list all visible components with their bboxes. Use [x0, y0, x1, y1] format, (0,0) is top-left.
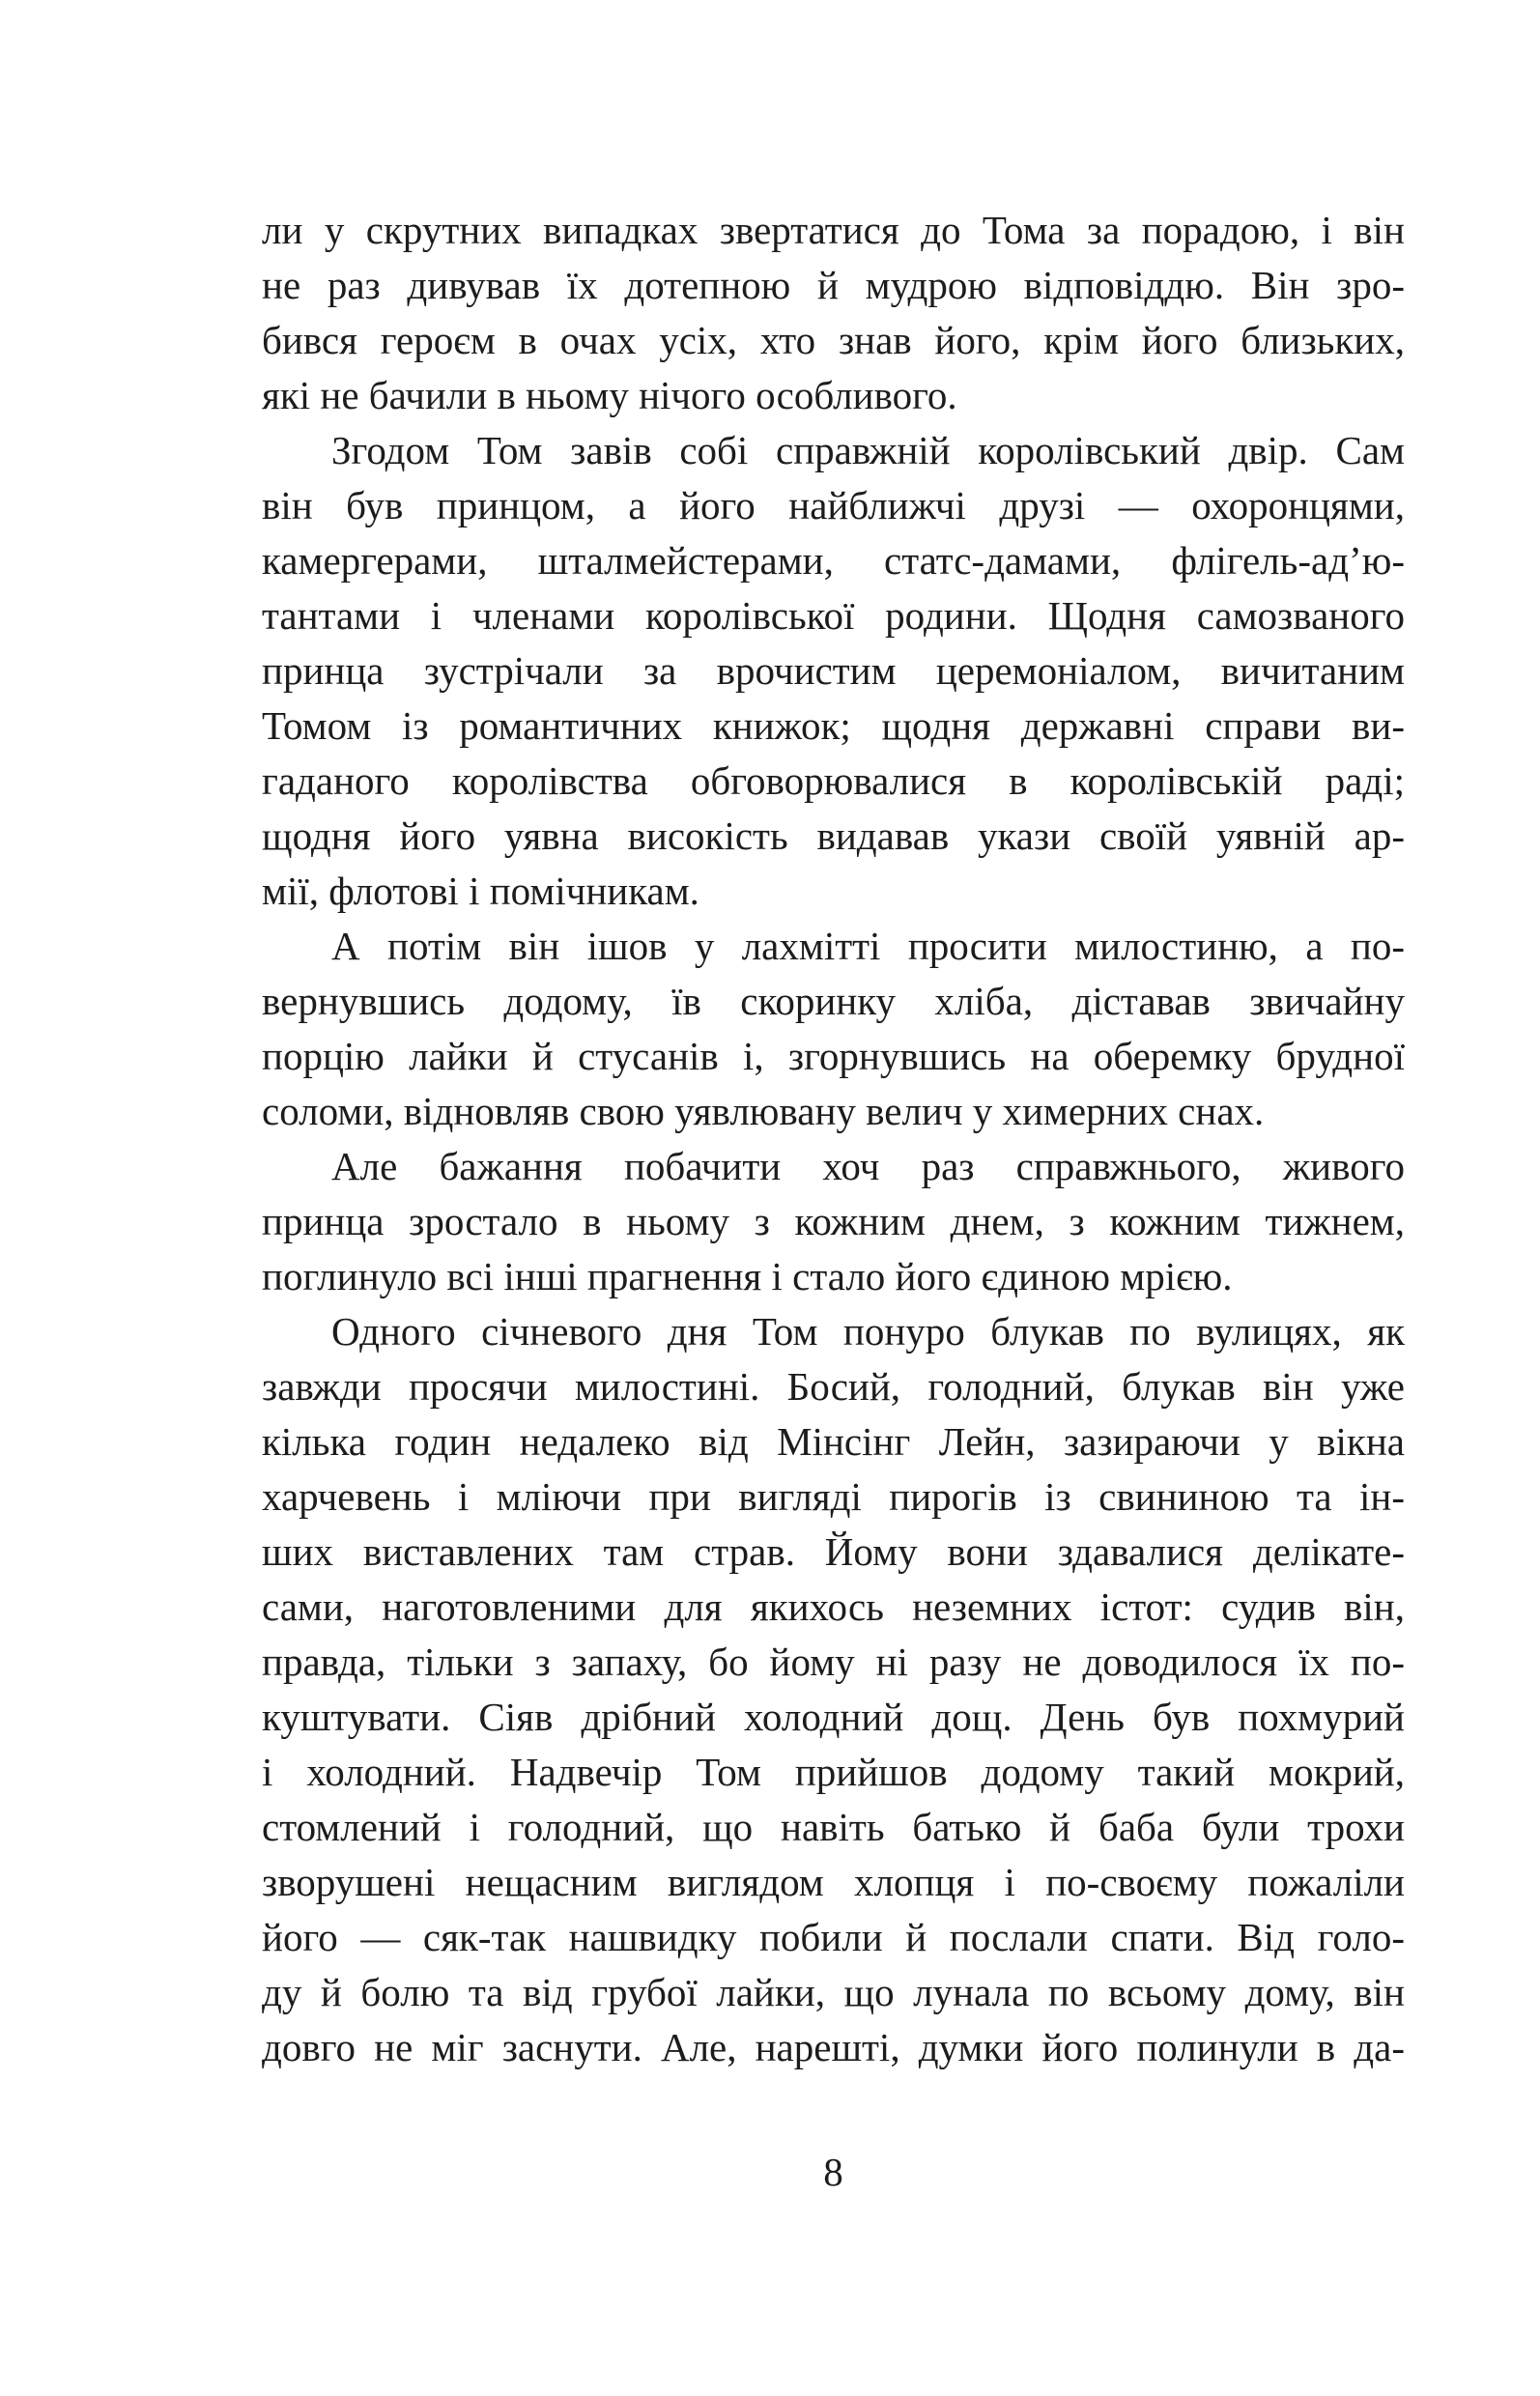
text-line: камергерами, шталмейстерами, статс-дамами, флігель-ад’ю- [262, 538, 1405, 583]
text-line: принца зростало в ньому з кожним днем, з кожним тижнем, [262, 1199, 1405, 1243]
text-line: і холодний. Надвечір Том прийшов додому такий мокрий, [262, 1750, 1405, 1794]
text-line: куштувати. Сіяв дрібний холодний дощ. День був похмурий [262, 1695, 1405, 1739]
text-line: поглинуло всі інші прагнення і стало його єдиною мрією. [262, 1254, 1233, 1298]
text-line: харчевень і мліючи при вигляді пирогів із свининою та ін- [262, 1474, 1405, 1519]
text-line: не раз дивував їх дотепною й мудрою відповіддю. Він зро- [262, 263, 1405, 307]
text-line: А потім він ішов у лахмітті просити милостиню, а по- [331, 924, 1405, 968]
text-line: мії, флотові і помічникам. [262, 869, 699, 913]
text-line: Згодом Том завів собі справжній королівський двір. Сам [331, 428, 1405, 472]
paragraph [262, 423, 1405, 919]
text-line: соломи, відновляв свою уявлювану велич у химерних снах. [262, 1089, 1265, 1133]
text-line: його — сяк-так нашвидку побили й послали спати. Від голо- [262, 1915, 1405, 1959]
text-line: порцію лайки й стусанів і, згорнувшись на оберемку брудної [262, 1034, 1405, 1078]
text-line: зворушені нещасним виглядом хлопця і по-своєму пожаліли [262, 1860, 1405, 1904]
text-line: тантами і членами королівської родини. Щодня самозваного [262, 593, 1405, 638]
text-line: ду й болю та від грубої лайки, що лунала по всьому дому, він [262, 1970, 1405, 2014]
text-line: ших виставлених там страв. Йому вони здавалися делікате- [262, 1529, 1405, 1574]
paragraph [262, 1139, 1405, 1304]
text-line: бився героєм в очах усіх, хто знав його, крім його близьких, [262, 318, 1405, 362]
text-line: завжди просячи милостині. Босий, голодний, блукав він уже [262, 1364, 1405, 1409]
text-line: принца зустрічали за врочистим церемоніалом, вичитаним [262, 648, 1405, 693]
text-line: він був принцом, а його найближчі друзі — охоронцями, [262, 483, 1405, 528]
text-line: довго не міг заснути. Але, нарешті, думки його полинули в да- [262, 2025, 1405, 2069]
text-block [262, 203, 1405, 2075]
page-number: 8 [823, 2150, 843, 2194]
text-line: кілька годин недалеко від Мінсінг Лейн, зазираючи у вікна [262, 1419, 1405, 1464]
paragraph [262, 919, 1405, 1139]
text-line: вернувшись додому, їв скоринку хліба, діставав звичайну [262, 979, 1405, 1023]
text-line: які не бачили в ньому нічого особливого. [262, 373, 957, 417]
paragraph [262, 203, 1405, 423]
text-line: щодня його уявна високість видавав укази своїй уявній ар- [262, 813, 1405, 858]
text-line: ли у скрутних випадках звертатися до Тома за порадою, і він [262, 208, 1405, 252]
text-line: сами, наготовленими для якихось неземних істот: судив він, [262, 1584, 1405, 1629]
text-line: Томом із романтичних книжок; щодня державні справи ви- [262, 703, 1405, 748]
text-line: Одного січневого дня Том понуро блукав по вулицях, як [331, 1309, 1405, 1354]
paragraph [262, 1304, 1405, 2075]
text-line: стомлений і голодний, що навіть батько й баба були трохи [262, 1805, 1405, 1849]
text-line: правда, тільки з запаху, бо йому ні разу не доводилося їх по- [262, 1640, 1405, 1684]
text-line: Але бажання побачити хоч раз справжнього, живого [331, 1144, 1405, 1188]
text-line: гаданого королівства обговорювалися в королівській раді; [262, 758, 1405, 803]
